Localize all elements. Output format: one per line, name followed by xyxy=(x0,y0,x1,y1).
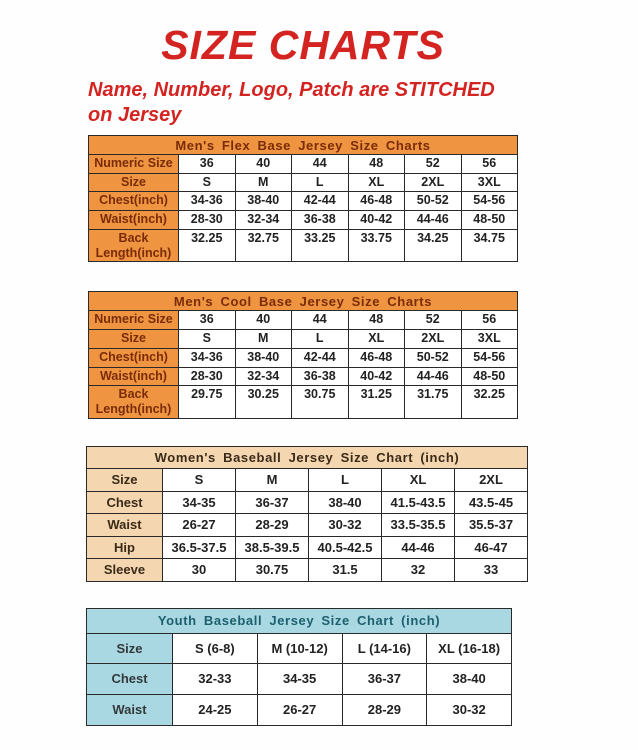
size-value-cell: 54-56 xyxy=(461,348,518,367)
table-title-row xyxy=(87,608,512,633)
table-row xyxy=(87,536,528,559)
row-label: Numeric Size xyxy=(89,154,179,173)
row-label: Waist xyxy=(87,514,163,537)
size-value-cell: 52 xyxy=(405,154,462,173)
size-value-cell: 30.25 xyxy=(235,386,292,419)
table-title-row xyxy=(89,135,518,154)
table-row xyxy=(89,348,518,367)
size-value-cell: 31.5 xyxy=(309,559,382,582)
size-value-cell: 36 xyxy=(179,311,236,330)
table-row xyxy=(87,695,512,726)
page-subtitle xyxy=(88,78,606,127)
size-value-cell: 36.5-37.5 xyxy=(163,536,236,559)
size-value-cell: 48-50 xyxy=(461,211,518,230)
size-value-cell: 24-25 xyxy=(173,695,258,726)
size-value-cell: 31.25 xyxy=(348,386,405,419)
size-value-cell: 34.75 xyxy=(461,229,518,262)
table-title-row xyxy=(89,292,518,311)
size-value-cell: S xyxy=(179,173,236,192)
size-value-cell: 29.75 xyxy=(179,386,236,419)
size-value-cell: 46-47 xyxy=(455,536,528,559)
size-value-cell: 34.25 xyxy=(405,229,462,262)
size-value-cell: 46-48 xyxy=(348,192,405,211)
size-value-cell: 46-48 xyxy=(348,348,405,367)
size-value-cell: 42-44 xyxy=(292,348,349,367)
size-value-cell: M xyxy=(236,468,309,491)
page-subtitle-line1: Name, Number, Logo, Patch are STITCHED xyxy=(88,79,495,102)
size-value-cell: M (10-12) xyxy=(257,633,342,664)
table-row xyxy=(87,468,528,491)
size-value-cell: 28-29 xyxy=(236,514,309,537)
size-value-cell: 52 xyxy=(405,311,462,330)
size-value-cell: 30 xyxy=(163,559,236,582)
size-value-cell: 33 xyxy=(455,559,528,582)
table-row xyxy=(89,154,518,173)
size-value-cell: 35.5-37 xyxy=(455,514,528,537)
table-row xyxy=(89,311,518,330)
table-row xyxy=(87,633,512,664)
size-value-cell: 40-42 xyxy=(348,367,405,386)
row-label: Size xyxy=(87,633,173,664)
size-value-cell: 30-32 xyxy=(309,514,382,537)
size-value-cell: 33.25 xyxy=(292,229,349,262)
row-label: Waist(inch) xyxy=(89,367,179,386)
table-row xyxy=(87,559,528,582)
size-value-cell: 32.25 xyxy=(179,229,236,262)
size-value-cell: L (14-16) xyxy=(342,633,427,664)
size-value-cell: 40 xyxy=(235,311,292,330)
row-label: Size xyxy=(87,468,163,491)
youth-baseball-section xyxy=(86,608,638,726)
size-value-cell: 28-29 xyxy=(342,695,427,726)
size-value-cell: 36 xyxy=(179,154,236,173)
youth-baseball-title: Youth Baseball Jersey Size Chart (inch) xyxy=(87,608,512,633)
mens-flex-base-table xyxy=(88,135,518,263)
size-value-cell: 44 xyxy=(292,154,349,173)
size-value-cell: 3XL xyxy=(461,330,518,349)
size-value-cell: 30.75 xyxy=(236,559,309,582)
page-subtitle-line2: on Jersey xyxy=(88,103,182,126)
table-row xyxy=(89,192,518,211)
size-value-cell: 34-36 xyxy=(179,348,236,367)
size-value-cell: L xyxy=(292,173,349,192)
youth-baseball-table xyxy=(86,608,512,726)
mens-cool-base-table xyxy=(88,291,518,419)
size-value-cell: 38-40 xyxy=(235,192,292,211)
size-value-cell: XL xyxy=(348,173,405,192)
womens-baseball-table xyxy=(86,446,528,582)
size-value-cell: 44-46 xyxy=(405,211,462,230)
row-label: Size xyxy=(89,330,179,349)
table-row xyxy=(89,229,518,262)
size-value-cell: M xyxy=(235,330,292,349)
size-value-cell: 32-34 xyxy=(235,211,292,230)
table-row xyxy=(89,386,518,419)
size-value-cell: 34-36 xyxy=(179,192,236,211)
size-value-cell: 2XL xyxy=(455,468,528,491)
womens-baseball-section xyxy=(86,446,638,582)
size-value-cell: 40 xyxy=(235,154,292,173)
row-label: Chest(inch) xyxy=(89,192,179,211)
size-value-cell: M xyxy=(235,173,292,192)
size-value-cell: S (6-8) xyxy=(173,633,258,664)
row-label: Back Length(inch) xyxy=(89,229,179,262)
size-value-cell: 31.75 xyxy=(405,386,462,419)
size-value-cell: 38.5-39.5 xyxy=(236,536,309,559)
size-value-cell: 34-35 xyxy=(257,664,342,695)
size-value-cell: 30-32 xyxy=(427,695,512,726)
size-value-cell: 41.5-43.5 xyxy=(382,491,455,514)
size-value-cell: 43.5-45 xyxy=(455,491,528,514)
table-title-row xyxy=(87,446,528,468)
row-label: Hip xyxy=(87,536,163,559)
table-row xyxy=(87,491,528,514)
mens-cool-base-section xyxy=(88,291,638,419)
size-value-cell: 32-34 xyxy=(235,367,292,386)
row-label: Chest xyxy=(87,664,173,695)
size-value-cell: 50-52 xyxy=(405,348,462,367)
size-value-cell: 36-38 xyxy=(292,367,349,386)
size-value-cell: 40.5-42.5 xyxy=(309,536,382,559)
size-value-cell: 32.75 xyxy=(235,229,292,262)
size-value-cell: 34-35 xyxy=(163,491,236,514)
row-label: Back Length(inch) xyxy=(89,386,179,419)
size-value-cell: S xyxy=(179,330,236,349)
size-value-cell: 32.25 xyxy=(461,386,518,419)
row-label: Sleeve xyxy=(87,559,163,582)
size-value-cell: 32-33 xyxy=(173,664,258,695)
table-row xyxy=(87,664,512,695)
size-value-cell: 28-30 xyxy=(179,367,236,386)
size-value-cell: S xyxy=(163,468,236,491)
size-value-cell: 44-46 xyxy=(405,367,462,386)
size-value-cell: 54-56 xyxy=(461,192,518,211)
size-value-cell: 42-44 xyxy=(292,192,349,211)
row-label: Chest(inch) xyxy=(89,348,179,367)
size-value-cell: L xyxy=(292,330,349,349)
size-value-cell: 36-37 xyxy=(236,491,309,514)
table-row xyxy=(89,367,518,386)
table-row xyxy=(89,211,518,230)
table-row xyxy=(87,514,528,537)
size-value-cell: 33.75 xyxy=(348,229,405,262)
size-value-cell: 36-38 xyxy=(292,211,349,230)
size-value-cell: 48 xyxy=(348,154,405,173)
size-value-cell: 30.75 xyxy=(292,386,349,419)
size-value-cell: 44-46 xyxy=(382,536,455,559)
size-value-cell: 48 xyxy=(348,311,405,330)
size-value-cell: 50-52 xyxy=(405,192,462,211)
size-value-cell: 48-50 xyxy=(461,367,518,386)
row-label: Waist xyxy=(87,695,173,726)
row-label: Size xyxy=(89,173,179,192)
size-value-cell: XL xyxy=(382,468,455,491)
size-value-cell: 3XL xyxy=(461,173,518,192)
size-value-cell: 56 xyxy=(461,311,518,330)
size-value-cell: 38-40 xyxy=(309,491,382,514)
size-value-cell: 56 xyxy=(461,154,518,173)
size-value-cell: L xyxy=(309,468,382,491)
size-value-cell: 28-30 xyxy=(179,211,236,230)
size-value-cell: 36-37 xyxy=(342,664,427,695)
size-value-cell: 26-27 xyxy=(163,514,236,537)
size-value-cell: 38-40 xyxy=(235,348,292,367)
size-value-cell: 33.5-35.5 xyxy=(382,514,455,537)
size-value-cell: 44 xyxy=(292,311,349,330)
size-value-cell: XL (16-18) xyxy=(427,633,512,664)
table-row xyxy=(89,330,518,349)
row-label: Waist(inch) xyxy=(89,211,179,230)
row-label: Chest xyxy=(87,491,163,514)
page-title: SIZE CHARTS xyxy=(161,22,445,68)
size-value-cell: XL xyxy=(348,330,405,349)
size-value-cell: 2XL xyxy=(405,330,462,349)
page-header xyxy=(0,22,606,127)
size-value-cell: 32 xyxy=(382,559,455,582)
size-value-cell: 38-40 xyxy=(427,664,512,695)
womens-baseball-title: Women's Baseball Jersey Size Chart (inch) xyxy=(87,446,528,468)
mens-flex-base-title: Men's Flex Base Jersey Size Charts xyxy=(89,135,518,154)
mens-cool-base-title: Men's Cool Base Jersey Size Charts xyxy=(89,292,518,311)
size-value-cell: 40-42 xyxy=(348,211,405,230)
table-row xyxy=(89,173,518,192)
size-value-cell: 2XL xyxy=(405,173,462,192)
size-value-cell: 26-27 xyxy=(257,695,342,726)
row-label: Numeric Size xyxy=(89,311,179,330)
mens-flex-base-section xyxy=(88,135,638,263)
